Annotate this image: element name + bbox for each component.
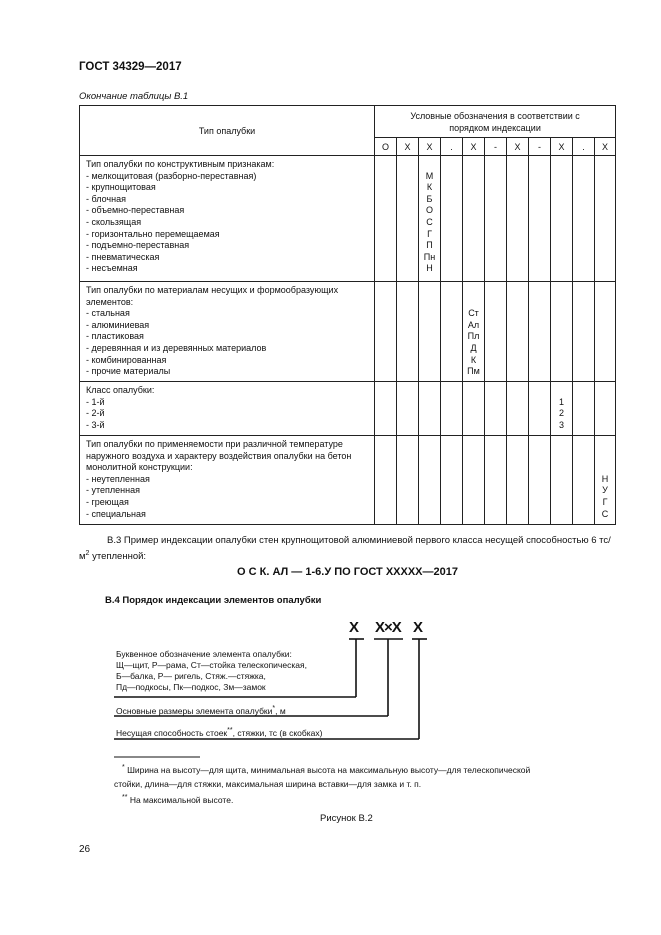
code: П	[426, 240, 433, 251]
code-size: Х×Х	[375, 619, 401, 636]
list-item: - 1-й	[86, 396, 105, 407]
letter-designation-label	[116, 649, 307, 693]
list-item: - подъемно-переставная	[86, 240, 190, 251]
list-item: - греющая	[86, 496, 129, 507]
list-item: - горизонтально перемещаемая	[86, 228, 220, 239]
size-label	[116, 703, 286, 717]
superscript: 2	[85, 550, 90, 557]
code: Г	[427, 228, 432, 239]
code: К	[426, 182, 433, 193]
index-col-5: -	[485, 138, 507, 156]
code: Пн	[423, 251, 436, 262]
list-item: - мелкощитовая (разборно-переставная)	[86, 170, 257, 181]
size-label-unit: , м	[275, 705, 286, 716]
code: 2	[558, 408, 564, 419]
index-col-8: Х	[551, 138, 573, 156]
code-capacity: Х	[413, 619, 424, 636]
code: Ст	[468, 308, 479, 319]
capacity-label-text: Несущая способность стоек	[116, 727, 228, 738]
code: К	[470, 354, 477, 365]
code: О	[425, 205, 433, 216]
size-label-text: Основные размеры элемента опалубки	[116, 705, 273, 716]
label-line: Щ—щит, Р—рама, Ст—стойка телескопическая,	[116, 660, 307, 670]
row-title: Тип опалубки по конструктивным признакам:	[86, 159, 275, 169]
code: Г	[602, 496, 608, 507]
example-text-end: утепленной:	[89, 551, 147, 563]
code: Пл	[467, 331, 480, 342]
code: 1	[558, 396, 564, 407]
capacity-label	[116, 725, 322, 739]
list-item: - неутепленная	[86, 473, 150, 484]
index-col-0: О	[375, 138, 397, 156]
list-item: - утепленная	[86, 485, 140, 496]
capacity-label-unit: , стяжки, тс (в скобках)	[232, 727, 323, 738]
col-header-type: Тип опалубки	[80, 106, 375, 156]
list-item: - пластиковая	[86, 331, 144, 342]
code: М	[425, 170, 434, 181]
code: Ал	[467, 319, 480, 330]
list-item: - комбинированная	[86, 354, 167, 365]
figure-caption: Рисунок В.2	[320, 813, 373, 824]
row-title: Тип опалубки по материалам несущих и формообразующих элементов:	[86, 285, 339, 307]
footnote-text: Ширина на высоту—для щита, минимальная высота на максимальную высоту—для телескопической	[124, 764, 531, 775]
list-item: - объемно-переставная	[86, 205, 185, 216]
code-letter: Х	[349, 619, 360, 636]
footnote-mark: *	[122, 764, 125, 771]
index-col-7: -	[529, 138, 551, 156]
code: Б	[426, 193, 433, 204]
row-title: Тип опалубки по применяемости при различной температуре наружного воздуха и характеру воздействия опалубки на бетон монолитной конструкции:	[86, 439, 352, 473]
list-item: - прочие материалы	[86, 366, 171, 377]
table-caption: Окончание таблицы В.1	[79, 91, 189, 102]
code: Н	[426, 263, 433, 274]
label-line: Буквенное обозначение элемента опалубки:	[116, 649, 292, 659]
code: Пм	[467, 366, 480, 377]
index-col-3: .	[441, 138, 463, 156]
list-item: - 2-й	[86, 408, 105, 419]
code: С	[426, 216, 433, 227]
footnote-text: стойки, длина—для стяжки, максимальная ширина вставки—для замка и т. п.	[114, 778, 422, 789]
index-col-9: .	[573, 138, 595, 156]
list-item: - 3-й	[86, 419, 105, 430]
label-line: Пд—подкосы, Пк—подкос, Зм—замок	[116, 682, 266, 692]
code: С	[601, 508, 609, 519]
index-col-10: Х	[595, 138, 616, 156]
index-col-2: Х	[419, 138, 441, 156]
list-item: - пневматическая	[86, 251, 160, 262]
list-item: - несъемная	[86, 263, 138, 274]
label-line: Б—балка, Р— ригель, Стяж.—стяжка,	[116, 671, 266, 681]
footnote-text: На максимальной высоте.	[127, 794, 234, 805]
index-col-4: Х	[463, 138, 485, 156]
footnote-2	[122, 791, 233, 807]
list-item: - стальная	[86, 308, 130, 319]
example-formula: О С К. АЛ — 1-6.У ПО ГОСТ ХХХХХ—2017	[237, 566, 458, 578]
list-item: - скользящая	[86, 216, 142, 227]
document-header: ГОСТ 34329—2017	[79, 61, 182, 73]
size-footnote-mark: *	[272, 705, 276, 712]
code: 3	[558, 419, 564, 430]
index-col-6: Х	[507, 138, 529, 156]
code: Д	[470, 342, 477, 353]
row-title: Класс опалубки:	[86, 385, 155, 395]
code: У	[602, 485, 608, 496]
list-item: - деревянная и из деревянных материалов	[86, 342, 267, 353]
list-item: - крупнощитовая	[86, 182, 156, 193]
capacity-footnote-mark: **	[227, 727, 233, 734]
page-number: 26	[79, 844, 91, 855]
list-item: - специальная	[86, 508, 146, 519]
list-item: - алюминиевая	[86, 319, 150, 330]
index-col-1: Х	[397, 138, 419, 156]
list-item: - блочная	[86, 193, 126, 204]
col-header-codes: Условные обозначения в соответствии с порядком индексации	[375, 106, 616, 138]
example-text: В.3 Пример индексации опалубки стен крупнощитовой алюминиевой первого класса несущей способностью 6 тс/м	[79, 535, 611, 563]
footnote-mark: **	[122, 794, 128, 801]
code: Н	[601, 473, 609, 484]
section-b4-title: В.4 Порядок индексации элементов опалубки	[105, 595, 322, 606]
footnote-1	[114, 761, 594, 791]
